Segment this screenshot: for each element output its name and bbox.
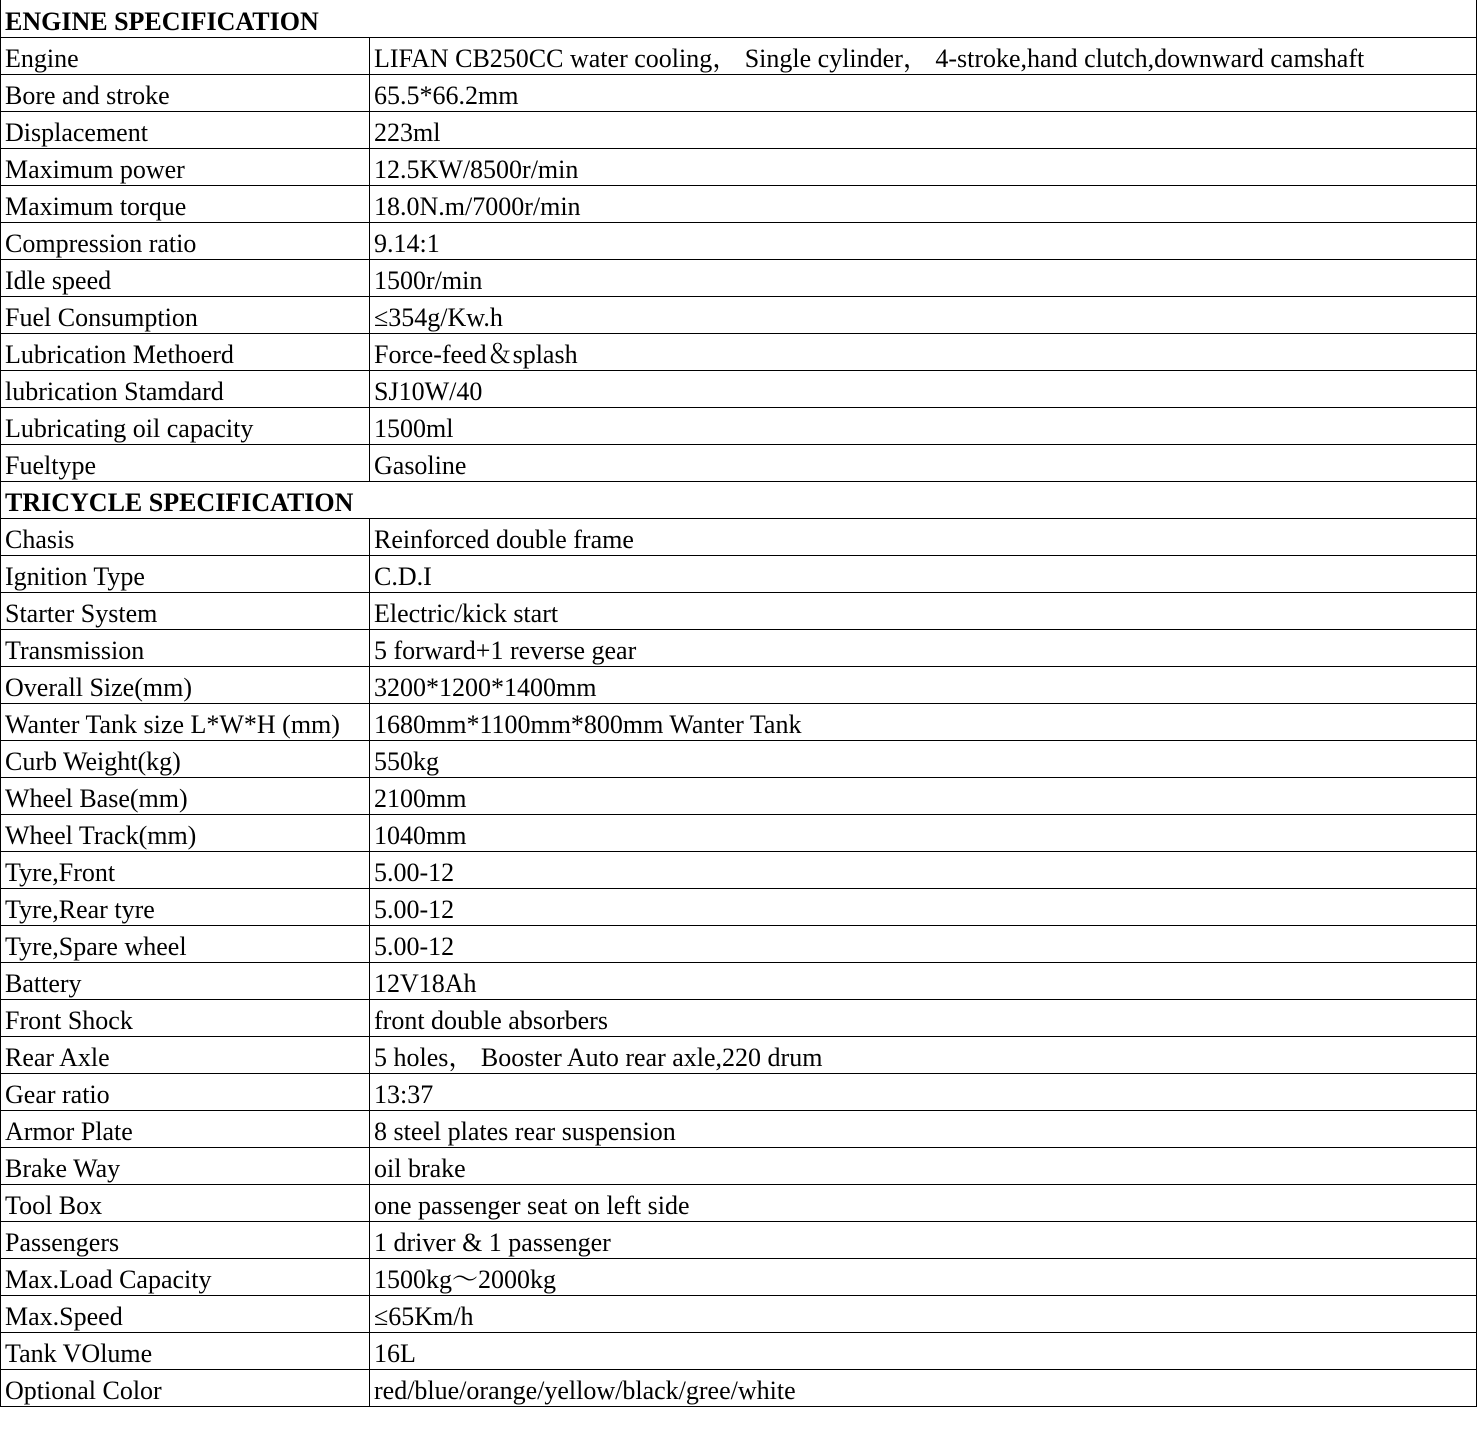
table-row [1, 888, 1477, 925]
table-row [1, 148, 1477, 185]
spec-label: Curb Weight(kg) [1, 740, 370, 777]
table-row [1, 1110, 1477, 1147]
spec-value: 1040mm [370, 814, 1477, 851]
table-row [1, 407, 1477, 444]
spec-label: lubrication Stamdard [1, 370, 370, 407]
table-row [1, 851, 1477, 888]
spec-value: 13:37 [370, 1073, 1477, 1110]
spec-label: Brake Way [1, 1147, 370, 1184]
table-row [1, 1073, 1477, 1110]
spec-label: Tank VOlume [1, 1332, 370, 1369]
spec-value: oil brake [370, 1147, 1477, 1184]
spec-label: Lubricating oil capacity [1, 407, 370, 444]
table-row [1, 1184, 1477, 1221]
spec-value: 5.00-12 [370, 851, 1477, 888]
table-row [1, 555, 1477, 592]
spec-label: Passengers [1, 1221, 370, 1258]
spec-label: Optional Color [1, 1369, 370, 1406]
table-row [1, 814, 1477, 851]
spec-value: Reinforced double frame [370, 518, 1477, 555]
spec-label: Fueltype [1, 444, 370, 481]
spec-value: C.D.I [370, 555, 1477, 592]
spec-label: Wheel Base(mm) [1, 777, 370, 814]
spec-value: 223ml [370, 111, 1477, 148]
spec-value: front double absorbers [370, 999, 1477, 1036]
table-row [1, 1147, 1477, 1184]
table-row [1, 1295, 1477, 1332]
table-row [1, 740, 1477, 777]
spec-value: Electric/kick start [370, 592, 1477, 629]
spec-label: Ignition Type [1, 555, 370, 592]
table-row [1, 296, 1477, 333]
spec-label: Compression ratio [1, 222, 370, 259]
spec-label: Engine [1, 37, 370, 74]
spec-label: Overall Size(mm) [1, 666, 370, 703]
table-row [1, 185, 1477, 222]
spec-label: Starter System [1, 592, 370, 629]
spec-value: 5.00-12 [370, 925, 1477, 962]
spec-value: 16L [370, 1332, 1477, 1369]
spec-label: Battery [1, 962, 370, 999]
spec-label: Max.Load Capacity [1, 1258, 370, 1295]
spec-label: Tool Box [1, 1184, 370, 1221]
spec-value: 12.5KW/8500r/min [370, 148, 1477, 185]
section-title: ENGINE SPECIFICATION [1, 0, 1477, 37]
section-header-row [1, 0, 1477, 37]
spec-label: Armor Plate [1, 1110, 370, 1147]
spec-label: Bore and stroke [1, 74, 370, 111]
spec-value: 1680mm*1100mm*800mm Wanter Tank [370, 703, 1477, 740]
table-row [1, 999, 1477, 1036]
spec-label: Tyre,Rear tyre [1, 888, 370, 925]
table-row [1, 592, 1477, 629]
table-row [1, 1036, 1477, 1073]
spec-value: 5 holes， Booster Auto rear axle,220 drum [370, 1036, 1477, 1073]
spec-value: 65.5*66.2mm [370, 74, 1477, 111]
table-row [1, 962, 1477, 999]
spec-label: Transmission [1, 629, 370, 666]
spec-value: 1500kg～2000kg [370, 1258, 1477, 1295]
spec-label: Tyre,Front [1, 851, 370, 888]
section-header-row [1, 481, 1477, 518]
spec-value: 2100mm [370, 777, 1477, 814]
spec-label: Tyre,Spare wheel [1, 925, 370, 962]
table-row [1, 370, 1477, 407]
table-row [1, 74, 1477, 111]
table-row [1, 518, 1477, 555]
spec-label: Fuel Consumption [1, 296, 370, 333]
table-row [1, 925, 1477, 962]
table-row [1, 1221, 1477, 1258]
spec-label: Idle speed [1, 259, 370, 296]
spec-value: 12V18Ah [370, 962, 1477, 999]
spec-value: 1500ml [370, 407, 1477, 444]
spec-label: Displacement [1, 111, 370, 148]
spec-value: 8 steel plates rear suspension [370, 1110, 1477, 1147]
spec-value: SJ10W/40 [370, 370, 1477, 407]
spec-label: Front Shock [1, 999, 370, 1036]
spec-value: ≤354g/Kw.h [370, 296, 1477, 333]
spec-label: Maximum power [1, 148, 370, 185]
table-row [1, 1369, 1477, 1406]
spec-value: LIFAN CB250CC water cooling， Single cylinder， 4-stroke,hand clutch,downward camshaft [370, 37, 1477, 74]
table-row [1, 37, 1477, 74]
spec-label: Chasis [1, 518, 370, 555]
table-row [1, 1332, 1477, 1369]
spec-value: 1 driver & 1 passenger [370, 1221, 1477, 1258]
spec-value: 550kg [370, 740, 1477, 777]
table-row [1, 703, 1477, 740]
spec-value: 5 forward+1 reverse gear [370, 629, 1477, 666]
table-row [1, 777, 1477, 814]
spec-value: Gasoline [370, 444, 1477, 481]
spec-value: 3200*1200*1400mm [370, 666, 1477, 703]
section-title: TRICYCLE SPECIFICATION [1, 481, 1477, 518]
table-row [1, 111, 1477, 148]
table-row [1, 222, 1477, 259]
spec-label: Rear Axle [1, 1036, 370, 1073]
spec-label: Gear ratio [1, 1073, 370, 1110]
spec-value: 5.00-12 [370, 888, 1477, 925]
spec-table-body [1, 0, 1477, 1406]
table-row [1, 333, 1477, 370]
spec-value: 9.14:1 [370, 222, 1477, 259]
spec-label: Wheel Track(mm) [1, 814, 370, 851]
spec-label: Lubrication Methoerd [1, 333, 370, 370]
spec-value: 1500r/min [370, 259, 1477, 296]
spec-value: red/blue/orange/yellow/black/gree/white [370, 1369, 1477, 1406]
spec-label: Max.Speed [1, 1295, 370, 1332]
table-row [1, 1258, 1477, 1295]
spec-label: Maximum torque [1, 185, 370, 222]
spec-value: 18.0N.m/7000r/min [370, 185, 1477, 222]
table-row [1, 444, 1477, 481]
spec-value: ≤65Km/h [370, 1295, 1477, 1332]
table-row [1, 629, 1477, 666]
spec-value: Force-feed＆splash [370, 333, 1477, 370]
spec-label: Wanter Tank size L*W*H (mm) [1, 703, 370, 740]
spec-value: one passenger seat on left side [370, 1184, 1477, 1221]
table-row [1, 259, 1477, 296]
table-row [1, 666, 1477, 703]
